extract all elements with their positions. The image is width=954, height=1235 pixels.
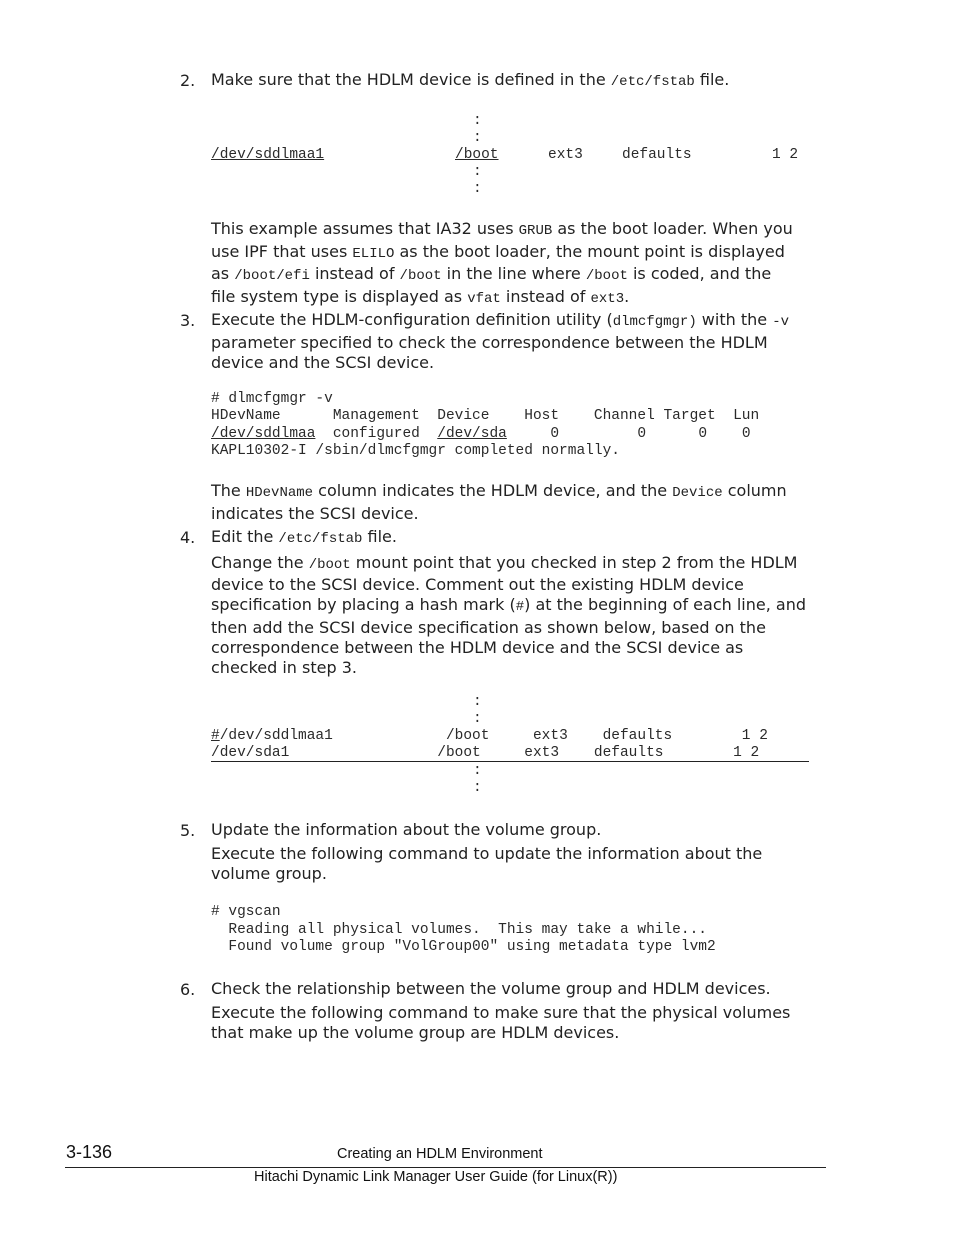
step-number: 5.: [180, 821, 196, 840]
footer-book-title: Hitachi Dynamic Link Manager User Guide (for Linux(R)): [254, 1169, 618, 1185]
ellipsis: :: [473, 694, 482, 710]
code-block-vgscan: # vgscan Reading all physical volumes. This may take a while... Found volume group "VolGroup00" using metadata type lvm2: [211, 904, 716, 956]
step-number: 2.: [180, 71, 196, 90]
step-title: Update the information about the volume group.: [211, 820, 602, 839]
ellipsis: :: [473, 164, 482, 180]
step-body: Execute the following command to make sure that the physical volumes that make up the volume group are HDLM devices.: [211, 1003, 791, 1042]
page-number: 3-136: [66, 1142, 113, 1162]
footer-section-title: Creating an HDLM Environment: [337, 1146, 543, 1162]
fstab-options: defaults: [622, 147, 692, 163]
step-body: Change the /boot mount point that you checked in step 2 from the HDLM device to the SCSI device. Comment out the existing HDLM device specification by placing a hash mark (#) at the beginning of each line, and then add the SCSI device specification as shown below, based on the correspondence between the HDLM device and the SCSI device as checked in step 3.: [211, 553, 806, 678]
step-title: Edit the /etc/fstab file.: [211, 527, 397, 547]
ellipsis: :: [473, 113, 482, 129]
note-paragraph: This example assumes that IA32 uses GRUB as the boot loader. When you use IPF that uses ELILO as the boot loader, the mount point is displayed as /boot/efi instead of /boot in the line where /boot is coded, and the file system type is displayed as vfat instead of ext3.: [211, 219, 793, 307]
step-number: 6.: [180, 980, 196, 999]
step-number: 4.: [180, 528, 196, 547]
ellipsis: :: [473, 780, 482, 796]
note-paragraph: The HDevName column indicates the HDLM device, and the Device column indicates the SCSI device.: [211, 481, 787, 523]
step-body: Execute the following command to update the information about the volume group.: [211, 844, 763, 883]
ellipsis: :: [473, 130, 482, 146]
fstab-mount: /boot: [455, 147, 499, 163]
underline-rule: [211, 761, 809, 762]
fstab-device: /dev/sddlmaa1: [211, 147, 325, 163]
fstab-fstype: ext3: [548, 147, 583, 163]
code-block-dlmcfgmgr: # dlmcfgmgr -v HDevName Management Device Host Channel Target Lun /dev/sddlmaa configured /dev/sda 0 0 0 0 KAPL10302-I /sbin/dlmcfgmgr completed normally.: [211, 391, 760, 459]
step-title: Check the relationship between the volume group and HDLM devices.: [211, 979, 771, 998]
ellipsis: :: [473, 181, 482, 197]
fstab-new-row: /dev/sda1 /boot ext3 defaults 1 2: [211, 745, 760, 761]
step-number: 3.: [180, 311, 196, 330]
fstab-dump-pass: 1 2: [772, 147, 799, 163]
step-title: Make sure that the HDLM device is defined in the /etc/fstab file.: [211, 70, 730, 90]
step-title: Execute the HDLM-configuration definition utility (dlmcfgmgr) with the -v parameter specified to check the correspondence between the HDLM device and the SCSI device.: [211, 310, 789, 372]
footer-rule: [65, 1167, 826, 1168]
ellipsis: :: [473, 763, 482, 779]
fstab-commented-row: #/dev/sddlmaa1 /boot ext3 defaults 1 2: [211, 728, 768, 744]
ellipsis: :: [473, 711, 482, 727]
